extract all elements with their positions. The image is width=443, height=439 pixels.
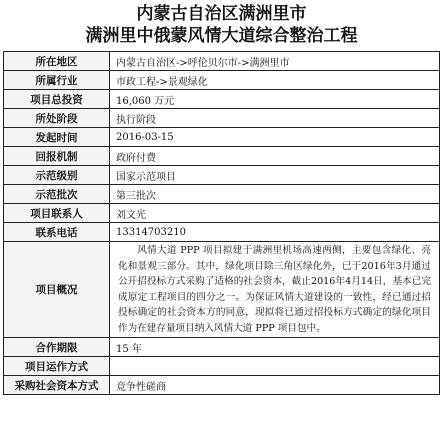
row-label: 项目运作方式 [4, 357, 110, 376]
row-label: 所在地区 [4, 52, 110, 71]
table-row [4, 357, 440, 376]
row-label: 项目总投资 [4, 90, 110, 109]
table-row [4, 376, 440, 395]
table-row [4, 71, 440, 90]
row-value: 刘文光 [110, 204, 440, 223]
row-value: 竞争性磋商 [110, 376, 440, 395]
row-label: 项目联系人 [4, 204, 110, 223]
row-label: 所处阶段 [4, 109, 110, 128]
row-label: 联系电话 [4, 223, 110, 242]
row-value: 第三批次 [110, 185, 440, 204]
title-project: 满洲里中俄蒙风情大道综合整治工程 [85, 26, 358, 46]
row-label: 示范级别 [4, 166, 110, 185]
title-region: 内蒙古自治区满洲里市 [136, 4, 307, 24]
row-label: 所属行业 [4, 71, 110, 90]
overview-row [4, 242, 440, 338]
row-label: 回报机制 [4, 147, 110, 166]
row-value: 内蒙古自治区->呼伦贝尔市->满洲里市 [110, 52, 440, 71]
overview-cell [110, 242, 440, 338]
row-value: 市政工程->景观绿化 [110, 71, 440, 90]
row-value: 政府付费 [110, 147, 440, 166]
row-label: 合作期限 [4, 338, 110, 357]
row-value: 13314703210 [110, 223, 440, 242]
table-row [4, 90, 440, 109]
row-label: 采购社会资本方式 [4, 376, 110, 395]
project-info-table [3, 51, 440, 395]
row-label: 发起时间 [4, 128, 110, 147]
row-value: 16,060 万元 [110, 90, 440, 109]
table-row [4, 185, 440, 204]
row-value: 执行阶段 [110, 109, 440, 128]
row-value: 2016-03-15 [110, 128, 440, 147]
overview-label: 项目概况 [4, 242, 110, 338]
overview-text: 风情大道 PPP 项目拟建于满洲里机场高速两侧，主要包含绿化、亮化和景观三部分。其中，绿化项目除三角区绿化外，已于2016年3月通过公开招投标方式采购了适格的社会资本，截止2016年4月14日，基本已完成原定工程项目的四分之一。为保证风情大道建设的一致性，经已通过招投标确定的社会资本方的同意，现拟将已通过招投标方式确定的绿化项目作为在建存量项目纳入风情大道 PPP 项目包中。 [118, 245, 431, 334]
table-row [4, 223, 440, 242]
row-value [110, 357, 440, 376]
table-row [4, 204, 440, 223]
row-value: 15 年 [110, 338, 440, 357]
table-row [4, 338, 440, 357]
table-row [4, 147, 440, 166]
table-row [4, 128, 440, 147]
row-value: 国家示范项目 [110, 166, 440, 185]
table-row [4, 52, 440, 71]
table-row [4, 109, 440, 128]
table-row [4, 166, 440, 185]
row-label: 示范批次 [4, 185, 110, 204]
